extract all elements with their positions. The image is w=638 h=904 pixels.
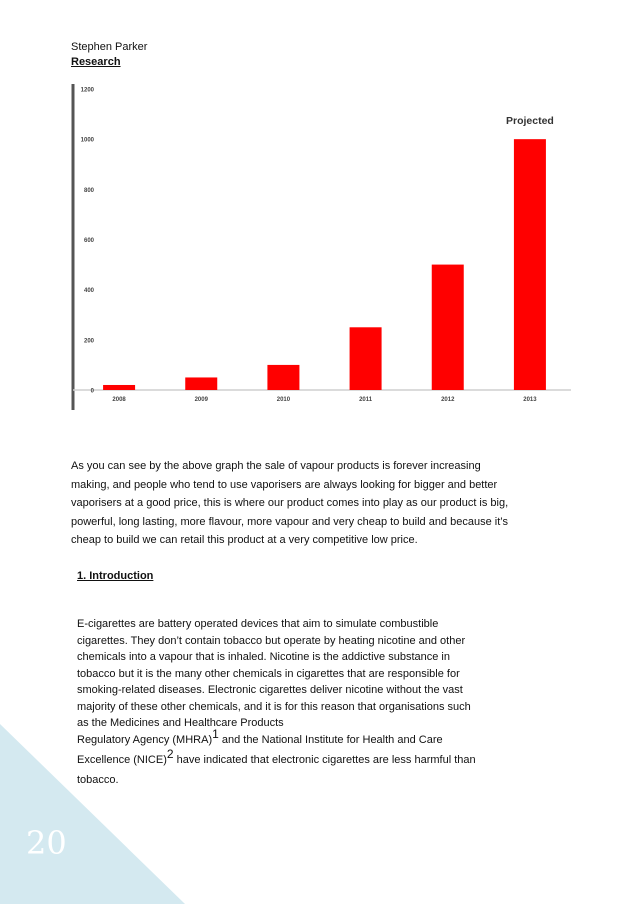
text-line: cigarettes. They don’t contain tobacco but operate by heating nicotine and other: [77, 634, 466, 647]
text-fragment: Regulatory Agency (MHRA): [77, 733, 213, 746]
text-line: tobacco.: [77, 774, 119, 786]
y-tick-label: 600: [83, 238, 94, 244]
author-name: Stephen Parker: [71, 41, 148, 53]
bar-2011: [350, 327, 382, 390]
corner-decoration: [0, 724, 185, 904]
text-line: making, and people who tend to use vaporisers are always looking for bigger and better: [71, 478, 498, 491]
introduction-heading: 1. Introduction: [77, 570, 154, 582]
text-line: chemicals into a vapour that is inhaled. Nicotine is the addictive substance in: [77, 651, 450, 663]
bar-2012: [432, 265, 464, 390]
text-line: as the Medicines and Healthcare Products: [77, 717, 284, 729]
text-line: cheap to build we can retail this product at a very competitive low price.: [71, 534, 418, 546]
y-tick-label: 200: [83, 338, 94, 345]
footnote-ref-1[interactable]: 1: [212, 726, 219, 741]
text-fragment: Excellence (NICE): [77, 754, 167, 766]
bar-2013: [514, 139, 546, 390]
text-line: smoking-related diseases. Electronic cigarettes deliver nicotine without the vast: [77, 684, 463, 696]
footnote-ref-2[interactable]: 2: [166, 747, 174, 761]
x-tick-label: 2009: [194, 397, 208, 403]
projected-annotation: Projected: [505, 115, 554, 128]
text-line: vaporisers at a good price, this is where our product comes into play as our product is big,: [71, 497, 509, 509]
text-fragment: have indicated that electronic cigarettes are less harmful than: [173, 754, 476, 766]
y-tick-label: 1200: [80, 87, 94, 94]
text-line: tobacco but it is the many other chemicals in cigarettes that are responsible for: [77, 667, 460, 680]
text-line: majority of these other chemicals, and it is for this reason that organisations such: [77, 700, 471, 713]
x-tick-label: 2010: [276, 397, 291, 403]
bar-2008: [103, 385, 135, 390]
y-tick-label: 400: [83, 288, 94, 295]
x-tick-label: 2012: [441, 397, 455, 403]
x-tick-label: 2011: [359, 397, 373, 403]
paragraph-sales: [71, 457, 561, 550]
text-fragment: and the National Institute for Health and Care: [218, 733, 443, 746]
y-tick-label: 0: [90, 388, 94, 395]
y-tick-label: 800: [83, 187, 94, 194]
bar-2010: [267, 365, 299, 390]
text-line: As you can see by the above graph the sale of vapour products is forever increasing: [71, 460, 481, 472]
sales-bar-chart: [66, 80, 576, 415]
text-line: E-cigarettes are battery operated devices that aim to simulate combustible: [77, 618, 439, 630]
page-number: 20: [26, 824, 67, 862]
y-tick-label: 1000: [80, 137, 94, 144]
section-title: Research: [71, 56, 121, 68]
x-tick-label: 2013: [523, 397, 537, 403]
bar-2009: [185, 377, 217, 390]
text-line: powerful, long lasting, more flavour, more vapour and very cheap to build and because it’s: [71, 515, 508, 528]
x-tick-label: 2008: [112, 397, 126, 403]
